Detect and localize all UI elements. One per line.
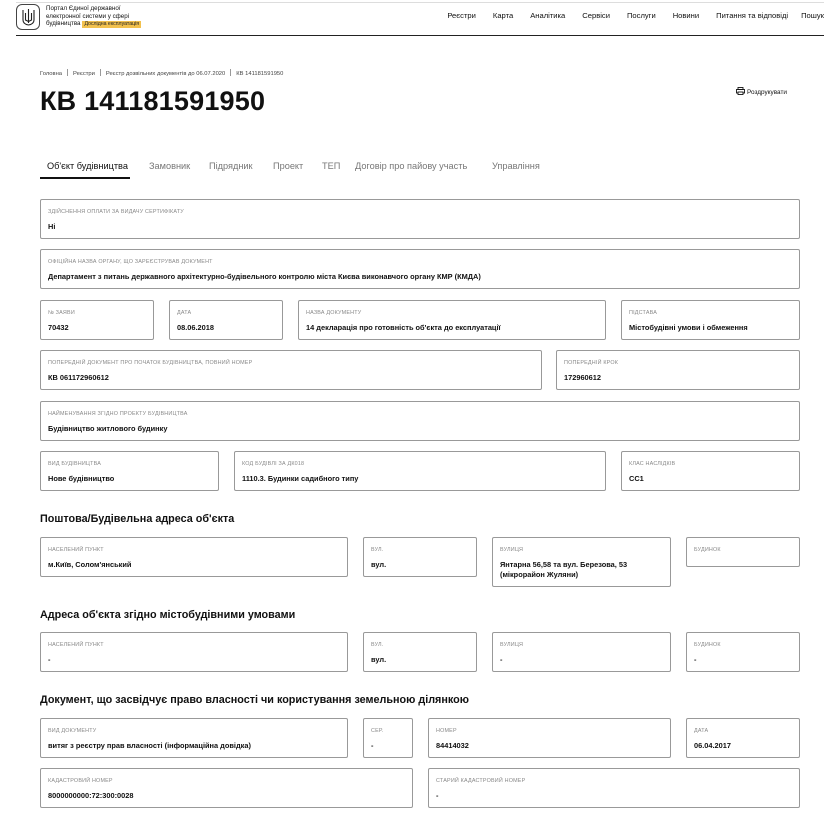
field-building-code xyxy=(234,451,606,491)
field-old-cadastral-number xyxy=(428,768,800,808)
breadcrumb-current: КВ 141181591950 xyxy=(236,71,284,77)
field-basis xyxy=(621,300,800,340)
field-label: ПОПЕРЕДНІЙ КРОК xyxy=(564,360,619,366)
field-construction-type xyxy=(40,451,219,491)
nav-services[interactable]: Сервіси xyxy=(582,11,610,20)
breadcrumb-separator xyxy=(230,69,231,76)
field-postal-street-type xyxy=(363,537,477,577)
field-label: НАЗВА ДОКУМЕНТУ xyxy=(306,310,362,316)
field-value: - xyxy=(500,655,503,664)
field-previous-document xyxy=(40,350,542,390)
field-label: ПОПЕРЕДНІЙ ДОКУМЕНТ ПРО ПОЧАТОК БУДІВНИЦТВА, ПОВНИЙ НОМЕР xyxy=(48,360,253,366)
field-label: НАЙМЕНУВАННЯ ЗГІДНО ПРОЕКТУ БУДІВНИЦТВА xyxy=(48,411,188,417)
field-label: ОФІЦІЙНА НАЗВА ОРГАНУ, ЩО ЗАРЕЄСТРУВАВ ДОКУМЕНТ xyxy=(48,259,213,265)
field-label: ВУЛ. xyxy=(371,547,384,553)
page-title: КВ 141181591950 xyxy=(40,86,266,116)
field-label: НАСЕЛЕНИЙ ПУНКТ xyxy=(48,642,104,648)
field-label: № ЗАЯВИ xyxy=(48,310,75,316)
section-heading-land-document: Документ, що засвідчує право власності чи користування земельною ділянкою xyxy=(40,694,469,706)
field-value: КВ 061172960612 xyxy=(48,373,109,382)
field-label: ВУЛИЦЯ xyxy=(500,547,524,553)
field-value: Ні xyxy=(48,222,56,231)
nav-map[interactable]: Карта xyxy=(492,11,514,20)
brand-text[interactable] xyxy=(46,5,141,28)
field-label: КЛАС НАСЛІДКІВ xyxy=(629,461,676,467)
main-nav xyxy=(447,11,824,20)
field-land-number xyxy=(428,718,671,758)
field-urban-street xyxy=(492,632,671,672)
field-value: витяг з реєстру прав власності (інформаційна довідка) xyxy=(48,741,251,750)
beta-badge: Дослідна експлуатація xyxy=(84,21,140,28)
field-postal-house xyxy=(686,537,800,567)
field-label: ЗДІЙСНЕННЯ ОПЛАТИ ЗА ВИДАЧУ СЕРТИФІКАТУ xyxy=(48,209,184,215)
tab-contractor[interactable]: Підрядник xyxy=(209,161,253,171)
tab-object[interactable]: Об'єкт будівництва xyxy=(40,161,130,179)
breadcrumb-home[interactable]: Головна xyxy=(40,71,63,77)
field-value: 8000000000:72:300:0028 xyxy=(48,791,134,800)
brand-line-2: електронної системи у сфері xyxy=(46,12,130,20)
section-heading-postal-address: Поштова/Будівельна адреса об'єкта xyxy=(40,513,235,525)
field-land-document-type xyxy=(40,718,348,758)
field-label: КАДАСТРОВИЙ НОМЕР xyxy=(48,778,113,784)
nav-faq[interactable]: Питання та відповіді xyxy=(716,11,789,20)
site-header xyxy=(16,2,824,36)
nav-news[interactable]: Новини xyxy=(672,11,700,20)
field-date xyxy=(169,300,283,340)
field-urban-locality xyxy=(40,632,348,672)
field-value: Нове будівництво xyxy=(48,474,115,483)
tab-customer[interactable]: Замовник xyxy=(149,161,191,171)
field-value: 84414032 xyxy=(436,741,469,750)
field-label: НОМЕР xyxy=(436,728,457,734)
field-value: вул. xyxy=(371,655,387,664)
field-project-name xyxy=(40,401,800,441)
field-label: БУДИНОК xyxy=(694,642,721,648)
street-line-1: Янтарна 56,58 та вул. Березова, 53 xyxy=(500,560,628,569)
field-value: - xyxy=(694,655,697,664)
field-label: ВУЛИЦЯ xyxy=(500,642,524,648)
field-value: 06.04.2017 xyxy=(694,741,731,750)
field-urban-house xyxy=(686,632,800,672)
breadcrumb-registry[interactable]: Реєстр дозвільних документів до 06.07.2020 xyxy=(105,71,226,77)
field-value: - xyxy=(371,741,374,750)
nav-registries[interactable]: Реєстри xyxy=(447,11,476,20)
field-value: м.Київ, Солом'янський xyxy=(48,560,132,569)
field-value: 70432 xyxy=(48,323,69,332)
field-value xyxy=(500,560,627,580)
field-value: Департамент з питань державного архітектурно-будівельного контролю міста Києва виконавчого органу КМР (КМДА) xyxy=(48,272,481,281)
field-postal-street xyxy=(492,537,671,587)
field-value: Будівництво житлового будинку xyxy=(48,424,168,433)
field-label: КОД БУДІВЛІ ЗА ДК018 xyxy=(242,461,305,467)
breadcrumb-separator xyxy=(67,69,68,76)
field-value: 172960612 xyxy=(564,373,601,382)
field-label: ВИД БУДІВНИЦТВА xyxy=(48,461,102,467)
field-label: СТАРИЙ КАДАСТРОВИЙ НОМЕР xyxy=(436,778,526,784)
field-label: ПІДСТАВА xyxy=(629,310,658,316)
tab-tep[interactable]: ТЕП xyxy=(322,161,341,171)
brand-line-3-text: будівництва xyxy=(46,20,81,28)
field-payment xyxy=(40,199,800,239)
trident-logo-icon[interactable] xyxy=(16,4,40,30)
field-application-number xyxy=(40,300,154,340)
field-previous-step xyxy=(556,350,800,390)
field-consequence-class xyxy=(621,451,800,491)
nav-search[interactable]: Пошук xyxy=(801,11,824,20)
field-cadastral-number xyxy=(40,768,413,808)
field-label: ВИД ДОКУМЕНТУ xyxy=(48,728,97,734)
brand-line-1: Портал Єдиної державної xyxy=(46,5,121,12)
breadcrumb xyxy=(40,69,283,77)
field-authority xyxy=(40,249,800,289)
field-value: - xyxy=(436,791,439,800)
print-button[interactable] xyxy=(736,87,787,96)
field-value: 14 декларація про готовність об'єкта до експлуатації xyxy=(306,323,501,332)
breadcrumb-separator xyxy=(100,69,101,76)
field-value: 1110.3. Будинки садибного типу xyxy=(242,474,359,483)
header-top-rule xyxy=(16,2,824,3)
field-value: 08.06.2018 xyxy=(177,323,214,332)
field-land-series xyxy=(363,718,413,758)
field-document-name xyxy=(298,300,606,340)
field-label: ДАТА xyxy=(694,728,709,734)
brand-line-3 xyxy=(46,20,141,28)
field-value: - xyxy=(48,655,51,664)
field-label: БУДИНОК xyxy=(694,547,721,553)
nav-analytics[interactable]: Аналітика xyxy=(530,11,566,20)
section-heading-urban-address: Адреса об'єкта згідно містобудівними умовами xyxy=(40,609,296,621)
tab-project[interactable]: Проект xyxy=(273,161,304,171)
field-label: ВУЛ. xyxy=(371,642,384,648)
field-label: НАСЕЛЕНИЙ ПУНКТ xyxy=(48,547,104,553)
field-land-date xyxy=(686,718,800,758)
print-label: Роздрукувати xyxy=(747,89,787,96)
field-value: Містобудівні умови і обмеження xyxy=(629,323,748,332)
street-line-2: (мікрорайон Жуляни) xyxy=(500,570,579,579)
breadcrumb-registries[interactable]: Реєстри xyxy=(73,71,95,77)
field-value: СС1 xyxy=(629,474,644,483)
tab-equity-agreement[interactable]: Договір про пайову участь xyxy=(355,161,468,171)
field-label: СЕР. xyxy=(371,728,384,734)
tab-management[interactable]: Управління xyxy=(492,161,540,171)
field-label: ДАТА xyxy=(177,310,192,316)
printer-icon xyxy=(736,87,745,95)
field-urban-street-type xyxy=(363,632,477,672)
field-postal-locality xyxy=(40,537,348,577)
nav-offerings[interactable]: Послуги xyxy=(626,11,656,20)
field-value: вул. xyxy=(371,560,387,569)
